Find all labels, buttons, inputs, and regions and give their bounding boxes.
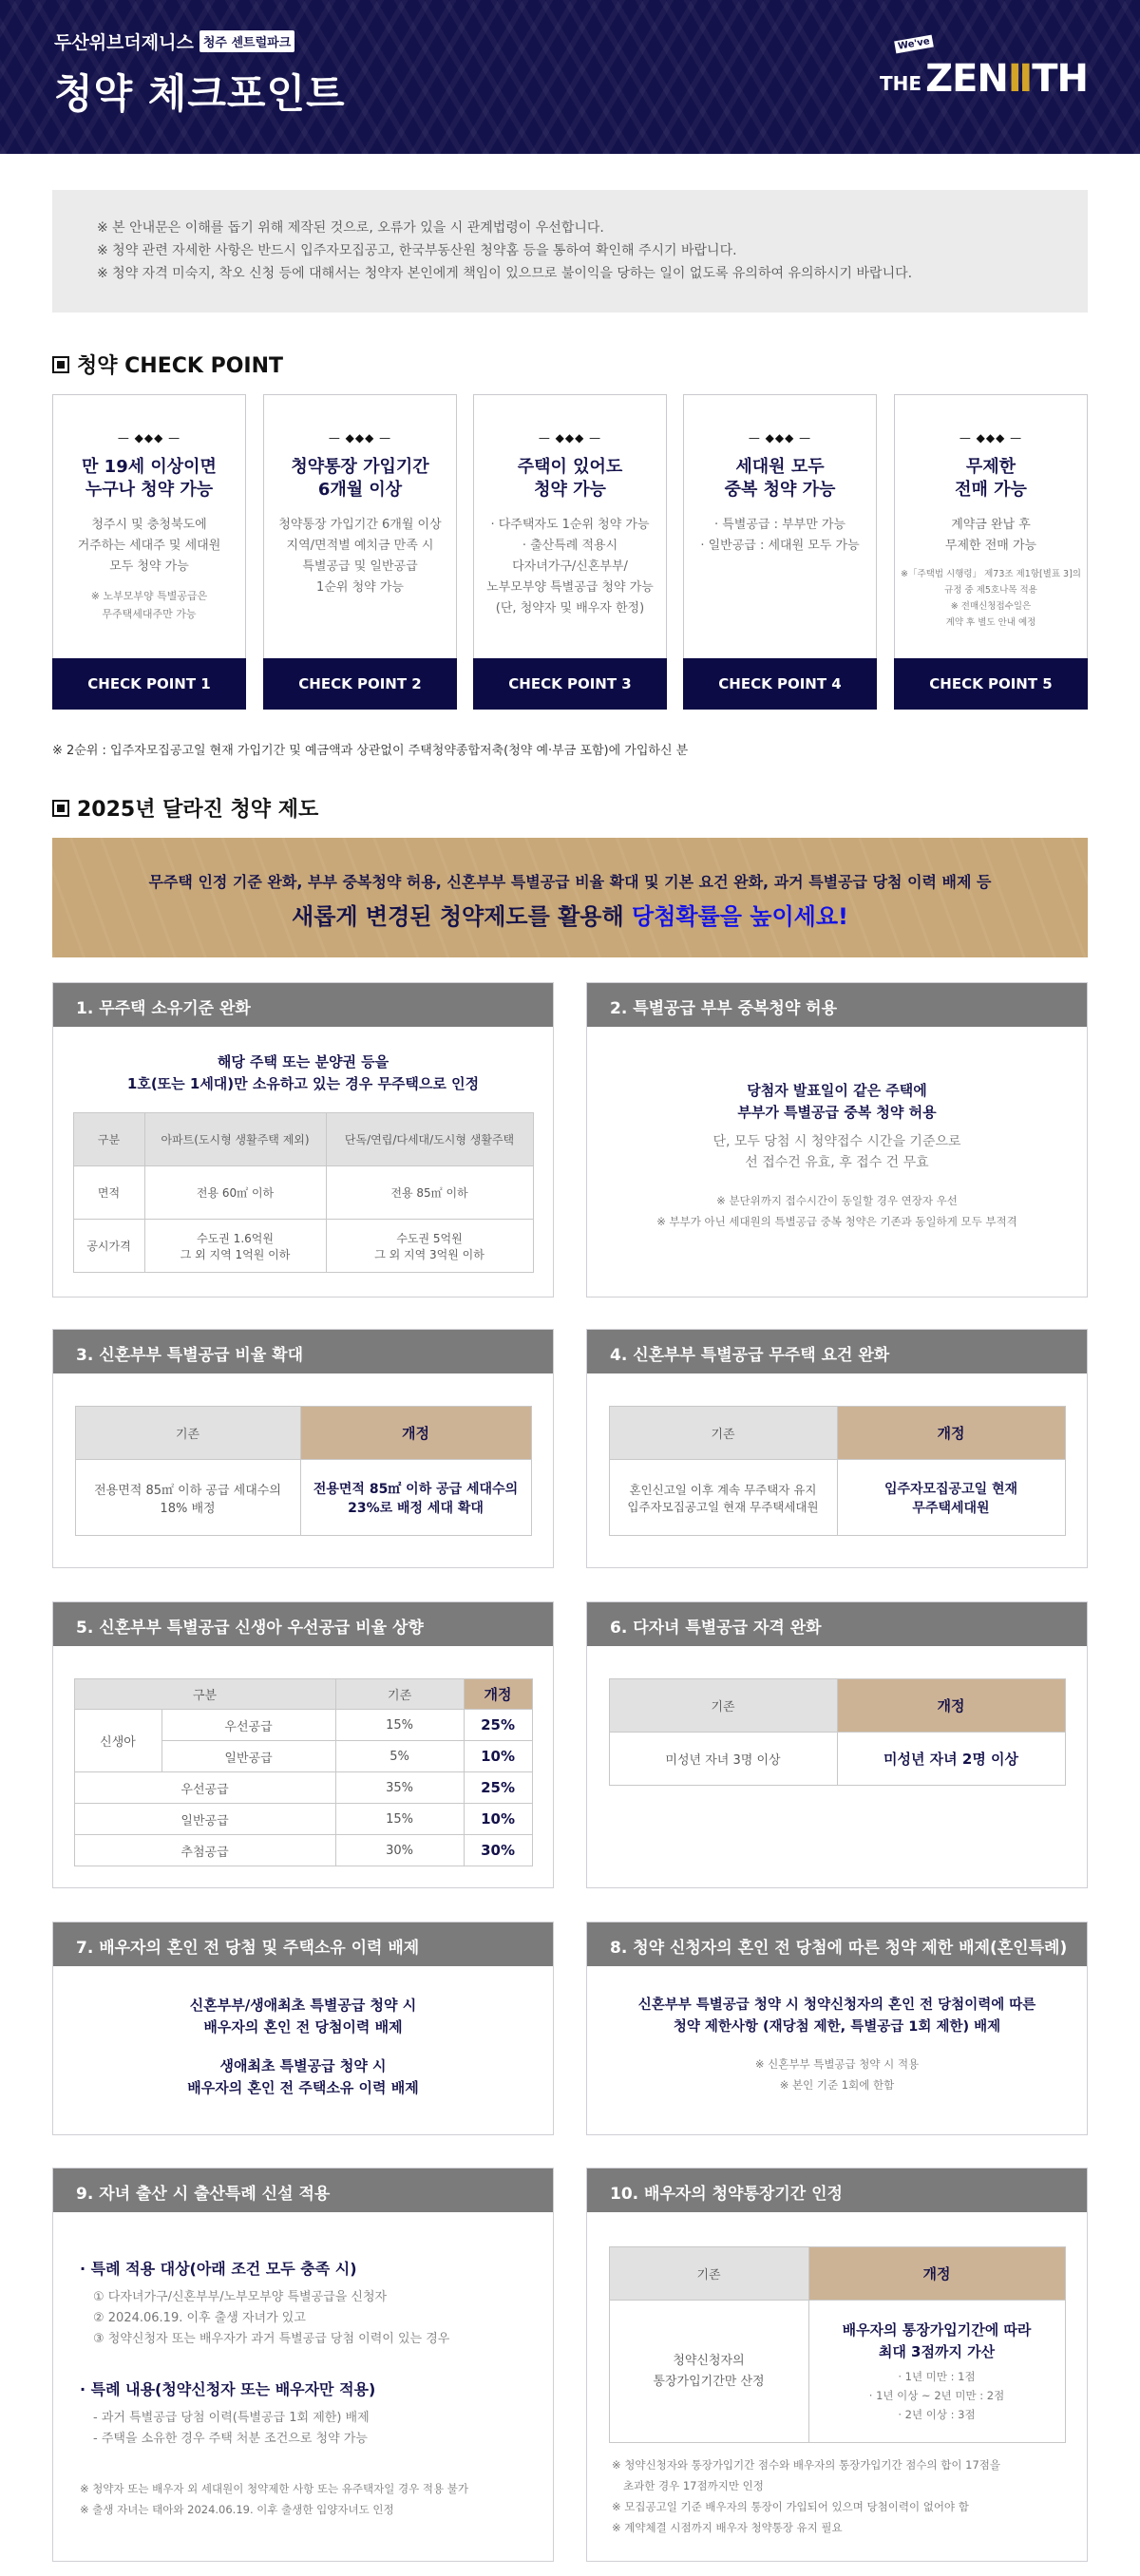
table-row: [74, 1835, 532, 1866]
card-desc: [684, 515, 876, 557]
card-title: [53, 456, 245, 502]
desc-line: · 일반공급 : 세대원 모두 가능: [700, 539, 860, 553]
ownership-table: [73, 1112, 534, 1273]
card-desc: [264, 515, 456, 598]
desc-line: · 특별공급 : 부부만 가능: [713, 518, 846, 532]
table-header: 구분: [74, 1679, 335, 1710]
notice-box: [52, 190, 1088, 313]
desc-line: 모두 청약 가능: [109, 559, 189, 574]
card-note: [895, 566, 1087, 631]
new-header: 개정: [837, 1407, 1065, 1460]
card-title: [684, 456, 876, 502]
panel-5: [52, 1601, 554, 1888]
note-line: ※ 계약체결 시점까지 배우자 청약통장 유지 필요: [612, 2521, 843, 2534]
lead-line: 1호(또는 1세대)만 소유하고 있는 경우 무주택으로 인정: [126, 1075, 480, 1092]
title-line: 무제한: [965, 457, 1016, 477]
panel-lead: [53, 1051, 553, 1095]
table-cell: 35%: [335, 1772, 464, 1804]
logo-th: TH: [1032, 57, 1088, 101]
lead-line: 당첨자 발표일이 같은 주택에: [747, 1082, 927, 1099]
lead-line: 부부가 특별공급 중복 청약 허용: [737, 1104, 937, 1121]
card-label: CHECK POINT 3: [473, 658, 667, 710]
checkpoint-card-1: [52, 394, 246, 710]
table-header: 기존: [335, 1679, 464, 1710]
table-cell: 30%: [464, 1835, 532, 1866]
note-line: ※ 본인 기준 1회에 한함: [779, 2078, 895, 2092]
panel-title: 2. 특별공급 부부 중복청약 허용: [587, 983, 1087, 1027]
desc-line: 1순위 청약 가능: [316, 580, 404, 595]
panel-1: [52, 982, 554, 1297]
card-desc: [895, 515, 1087, 557]
list-item: · 1년 이상 ~ 2년 미만 : 2점: [868, 2388, 1005, 2402]
note-line: ※ 출생 자녀는 태아와 2024.06.19. 이후 출생한 입양자녀도 인정: [80, 2503, 394, 2516]
table-row: [73, 1220, 533, 1273]
block-2: [53, 2055, 553, 2099]
old-header: 기존: [609, 1407, 837, 1460]
checkpoint-card-5: [894, 394, 1088, 710]
card-label: CHECK POINT 2: [263, 658, 457, 710]
old-value: 전용면적 85㎡ 이하 공급 세대수의 18% 배정: [75, 1460, 300, 1536]
table-row: [73, 1166, 533, 1220]
new-value-cell: [808, 2301, 1065, 2443]
panel-title: 1. 무주택 소유기준 완화: [53, 983, 553, 1027]
desc-line: 지역/면적별 예치금 만족 시: [286, 539, 434, 553]
ratio-table: [74, 1678, 533, 1866]
section-title-changes: [52, 793, 318, 823]
note-line: ※「주택법 시행령」 제73조 제1항[별표 3]의: [901, 569, 1081, 579]
points-list: [809, 2367, 1065, 2424]
banner-line1: 무주택 인정 기준 완화, 부부 중복청약 허용, 신혼부부 특별공급 비율 확대 및 기본 요건 완화, 과거 특별공급 당첨 이력 배제 등: [148, 873, 992, 891]
checkpoint-card-2: [263, 394, 457, 710]
note-line: ※ 노부모부양 특별공급은: [90, 590, 208, 602]
section-title-text: 2025년 달라진 청약 제도: [77, 798, 319, 822]
brand-name: 두산위브더제니스: [54, 32, 194, 53]
card-title: [895, 456, 1087, 502]
checkpoint-card-4: [683, 394, 877, 710]
table-cell: 5%: [335, 1741, 464, 1772]
panel-2: [586, 982, 1088, 1297]
note-line: 초과한 경우 17점까지만 인정: [623, 2479, 764, 2492]
note-line: 무주택세대주만 가능: [102, 608, 197, 620]
list-item: - 주택을 소유한 경우 주택 처분 조건으로 청약 가능: [93, 2432, 368, 2446]
new-header: 개정: [808, 2247, 1065, 2301]
checkpoint-card-3: [473, 394, 667, 710]
banner-line2: [52, 898, 1088, 931]
list-item: ③ 청약신청자 또는 배우자가 과거 특별공급 당첨 이력이 있는 경우: [93, 2332, 450, 2346]
square-bullet-icon: [52, 356, 69, 373]
notice-line: ※ 본 안내문은 이해를 돕기 위해 제작된 것으로, 오류가 있을 시 관계법령이 우선합니다.: [97, 220, 604, 236]
old-value: 미성년 자녀 3명 이상: [609, 1733, 837, 1786]
desc-line: 특별공급 및 일반공급: [302, 559, 418, 574]
zenith-logo: [880, 36, 1088, 101]
table-cell: 일반공급: [74, 1804, 335, 1835]
note-line: ※ 부부가 아닌 세대원의 특별공급 중복 청약은 기존과 동일하게 모두 부적격: [656, 1215, 1017, 1228]
header-banner: [0, 0, 1140, 154]
brand: [54, 28, 294, 54]
desc-line: · 출산특례 적용시: [522, 539, 618, 553]
panel-4: [586, 1329, 1088, 1568]
new-header: 개정: [837, 1679, 1065, 1733]
lead-line: 청약 제한사항 (재당첨 제한, 특별공급 1회 제한) 배제: [673, 2019, 1001, 2035]
desc-line: 다자녀가구/신혼부부/: [512, 559, 628, 574]
brand-tag: 청주 센트럴파크: [200, 30, 294, 52]
new-value: 입주자모집공고일 현재 무주택세대원: [837, 1460, 1065, 1536]
panel-9: [52, 2168, 554, 2562]
lead-line: 신혼부부 특별공급 청약 시 청약신청자의 혼인 전 당첨이력에 따른: [637, 1998, 1036, 2013]
panel-title: 9. 자녀 출산 시 출산특례 신설 적용: [53, 2169, 553, 2212]
list-item: · 1년 미만 : 1점: [898, 2369, 976, 2383]
table-cell: 면적: [73, 1166, 144, 1220]
logo-the: THE: [880, 72, 922, 95]
title-line: 전매 가능: [955, 480, 1027, 500]
desc-line: 단, 모두 당첨 시 청약접수 시간을 기준으로: [712, 1134, 961, 1149]
desc-line: 청주시 및 충청북도에: [91, 518, 207, 532]
desc-line: 선 접수건 유효, 후 접수 건 무효: [745, 1155, 929, 1170]
text-line: 배우자의 혼인 전 주택소유 이력 배제: [187, 2079, 419, 2096]
text-line: 배우자의 혼인 전 당첨이력 배제: [203, 2018, 403, 2036]
table-cell: 수도권 5억원 그 외 지역 3억원 이하: [326, 1220, 533, 1273]
panel-notes: [587, 2054, 1087, 2095]
note-line: ※ 신혼부부 특별공급 청약 시 적용: [754, 2057, 920, 2071]
panel-notes: [80, 2478, 553, 2520]
table-header: 개정: [464, 1679, 532, 1710]
lead-line: 해당 주택 또는 분양권 등을: [217, 1053, 390, 1070]
card-label: CHECK POINT 1: [52, 658, 246, 710]
table-cell: 전용 85㎡ 이하: [326, 1166, 533, 1220]
title-line: 주택이 있어도: [517, 457, 623, 477]
table-row: [74, 1710, 532, 1741]
card-desc: [53, 515, 245, 578]
table-cell: 25%: [464, 1772, 532, 1804]
panel-title: 8. 청약 신청자의 혼인 전 당첨에 따른 청약 제한 배제(혼인특례): [587, 1923, 1087, 1966]
panel-notes: [587, 2443, 1087, 2538]
panel-desc: [587, 1131, 1087, 1173]
logo-weve: We've: [894, 35, 933, 54]
table-cell: 우선공급: [74, 1772, 335, 1804]
content-list: [80, 2400, 553, 2450]
card-title: [474, 456, 666, 502]
note-line: 계약 후 별도 안내 예정: [945, 617, 1036, 628]
logo-pillar-icon: Ⅱ: [1007, 57, 1033, 101]
subheading: · 특례 내용(청약신청자 또는 배우자만 적용): [80, 2380, 376, 2398]
panel-title: 10. 배우자의 청약통장기간 인정: [587, 2169, 1087, 2212]
new-header: 개정: [300, 1407, 531, 1460]
desc-line: 노부모부양 특별공급 청약 가능: [486, 580, 654, 595]
note-line: 규정 중 제5호나목 적용: [944, 585, 1037, 596]
card-title: [264, 456, 456, 502]
title-line: 6개월 이상: [317, 480, 403, 500]
table-cell: 우선공급: [162, 1710, 335, 1741]
notice-line: ※ 청약 자격 미숙지, 착오 신청 등에 대해서는 청약자 본인에게 책임이 있으므로 불이익을 당하는 일이 없도록 유의하여 유의하시기 바랍니다.: [97, 266, 913, 281]
list-item: ② 2024.06.19. 이후 출생 자녀가 있고: [93, 2311, 306, 2325]
card-label: CHECK POINT 5: [894, 658, 1088, 710]
note-line: ※ 전매신청접수일은: [950, 601, 1032, 612]
desc-line: 거주하는 세대주 및 세대원: [77, 539, 221, 553]
square-bullet-icon: [52, 800, 69, 817]
table-header: 단독/연립/다세대/도시형 생활주택: [326, 1113, 533, 1166]
old-value: 혼인신고일 이후 계속 무주택자 유지 입주자모집공고일 현재 무주택세대원: [609, 1460, 837, 1536]
list-item: · 2년 이상 : 3점: [898, 2407, 976, 2421]
panel-lead: [587, 1995, 1087, 2038]
compare-table: [609, 1678, 1066, 1786]
panel-6: [586, 1601, 1088, 1888]
old-header: 기존: [609, 1679, 837, 1733]
logo-zen: ZEN: [925, 57, 1008, 101]
text-line: 신혼부부/생애최초 특별공급 청약 시: [189, 1997, 417, 2014]
table-header: 구분: [73, 1113, 144, 1166]
table-cell: 일반공급: [162, 1741, 335, 1772]
table-cell: 공시가격: [73, 1220, 144, 1273]
desc-line: 무제한 전매 가능: [944, 539, 1037, 553]
panel-8: [586, 1922, 1088, 2135]
title-line: 누구나 청약 가능: [85, 480, 214, 500]
new-value: 배우자의 통장가입기간에 따라 최대 3점까지 가산: [842, 2320, 1032, 2360]
panel-notes: [587, 1190, 1087, 1232]
desc-line: 계약금 완납 후: [951, 518, 1031, 532]
block-1: [53, 1995, 553, 2038]
diamond-ornament-icon: — ◆◆◆ —: [538, 431, 602, 445]
list-item: ① 다자녀가구/신혼부부/노부모부양 특별공급을 신청자: [93, 2290, 388, 2304]
table-cell: 전용 60㎡ 이하: [144, 1166, 326, 1220]
section-title-text: 청약 CHECK POINT: [77, 354, 284, 378]
title-line: 청약통장 가입기간: [291, 457, 429, 477]
new-value: 미성년 자녀 2명 이상: [837, 1733, 1065, 1786]
compare-table: [75, 1406, 532, 1536]
diamond-ornament-icon: — ◆◆◆ —: [117, 431, 181, 445]
old-header: 기존: [609, 2247, 808, 2301]
table-row: [74, 1772, 532, 1804]
panel-10: [586, 2168, 1088, 2562]
panel-3: [52, 1329, 554, 1568]
panel-title: 6. 다자녀 특별공급 자격 완화: [587, 1602, 1087, 1646]
banner-highlight: 당첨확률을 높이세요!: [632, 903, 848, 930]
checkpoint-footnote: ※ 2순위 : 입주자모집공고일 현재 가입기간 및 예금액과 상관없이 주택청약종합저축(청약 예·부금 포함)에 가입하신 분: [52, 744, 689, 758]
card-label: CHECK POINT 4: [683, 658, 877, 710]
card-note: [53, 587, 245, 623]
title-line: 만 19세 이상이면: [82, 457, 217, 477]
title-line: 세대원 모두: [735, 457, 825, 477]
table-header: 아파트(도시형 생활주택 제외): [144, 1113, 326, 1166]
new-value: 전용면적 85㎡ 이하 공급 세대수의 23%로 배정 세대 확대: [300, 1460, 531, 1536]
group-cell: 신생아: [74, 1710, 162, 1772]
table-cell: 10%: [464, 1804, 532, 1835]
compare-table: [609, 1406, 1066, 1536]
note-line: ※ 분단위까지 접수시간이 동일할 경우 연장자 우선: [716, 1194, 958, 1207]
note-line: ※ 청약신청자와 통장가입기간 점수와 배우자의 통장가입기간 점수의 합이 17점을: [612, 2458, 1000, 2472]
page-title: 청약 체크포인트: [54, 70, 346, 117]
note-line: ※ 모집공고일 기준 배우자의 통장이 가입되어 있으며 당첨이력이 없어야 함: [612, 2500, 969, 2513]
text-line: 생애최초 특별공급 청약 시: [219, 2057, 387, 2074]
panel-title: 4. 신혼부부 특별공급 무주택 요건 완화: [587, 1330, 1087, 1373]
card-desc: [474, 515, 666, 619]
table-cell: 추첨공급: [74, 1835, 335, 1866]
compare-table: [609, 2246, 1066, 2443]
title-line: 청약 가능: [534, 480, 606, 500]
panel-lead: [587, 1080, 1087, 1124]
desc-line: · 다주택자도 1순위 청약 가능: [490, 518, 650, 532]
table-cell: 10%: [464, 1741, 532, 1772]
diamond-ornament-icon: — ◆◆◆ —: [748, 431, 812, 445]
table-cell: 30%: [335, 1835, 464, 1866]
banner-line2-prefix: 새롭게 변경된 청약제도를 활용해: [292, 903, 633, 930]
diamond-ornament-icon: — ◆◆◆ —: [959, 431, 1023, 445]
note-line: ※ 청약자 또는 배우자 외 세대원이 청약제한 사항 또는 유주택자일 경우 적용 불가: [80, 2482, 468, 2495]
panel-title: 7. 배우자의 혼인 전 당첨 및 주택소유 이력 배제: [53, 1923, 553, 1966]
panel-7: [52, 1922, 554, 2135]
table-cell: 수도권 1.6억원 그 외 지역 1억원 이하: [144, 1220, 326, 1273]
notice-line: ※ 청약 관련 자세한 사항은 반드시 입주자모집공고, 한국부동산원 청약홈 등을 통하여 확인해 주시기 바랍니다.: [97, 243, 737, 258]
title-line: 중복 청약 가능: [724, 480, 836, 500]
condition-list: [80, 2280, 553, 2350]
desc-line: (단, 청약자 및 배우자 한정): [495, 601, 645, 616]
table-cell: 15%: [335, 1710, 464, 1741]
table-cell: 25%: [464, 1710, 532, 1741]
table-cell: 15%: [335, 1804, 464, 1835]
subheading: · 특례 적용 대상(아래 조건 모두 충족 시): [80, 2260, 357, 2278]
promo-banner: [52, 838, 1088, 957]
panel-title: 5. 신혼부부 특별공급 신생아 우선공급 비율 상향: [53, 1602, 553, 1646]
panel-title: 3. 신혼부부 특별공급 비율 확대: [53, 1330, 553, 1373]
old-header: 기존: [75, 1407, 300, 1460]
section-title-checkpoint: [52, 350, 283, 379]
desc-line: 청약통장 가입기간 6개월 이상: [278, 518, 442, 532]
table-row: [74, 1804, 532, 1835]
diamond-ornament-icon: — ◆◆◆ —: [328, 431, 392, 445]
list-item: - 과거 특별공급 당첨 이력(특별공급 1회 제한) 배제: [93, 2411, 370, 2425]
old-value: 청약신청자의 통장가입기간만 산정: [609, 2301, 808, 2443]
